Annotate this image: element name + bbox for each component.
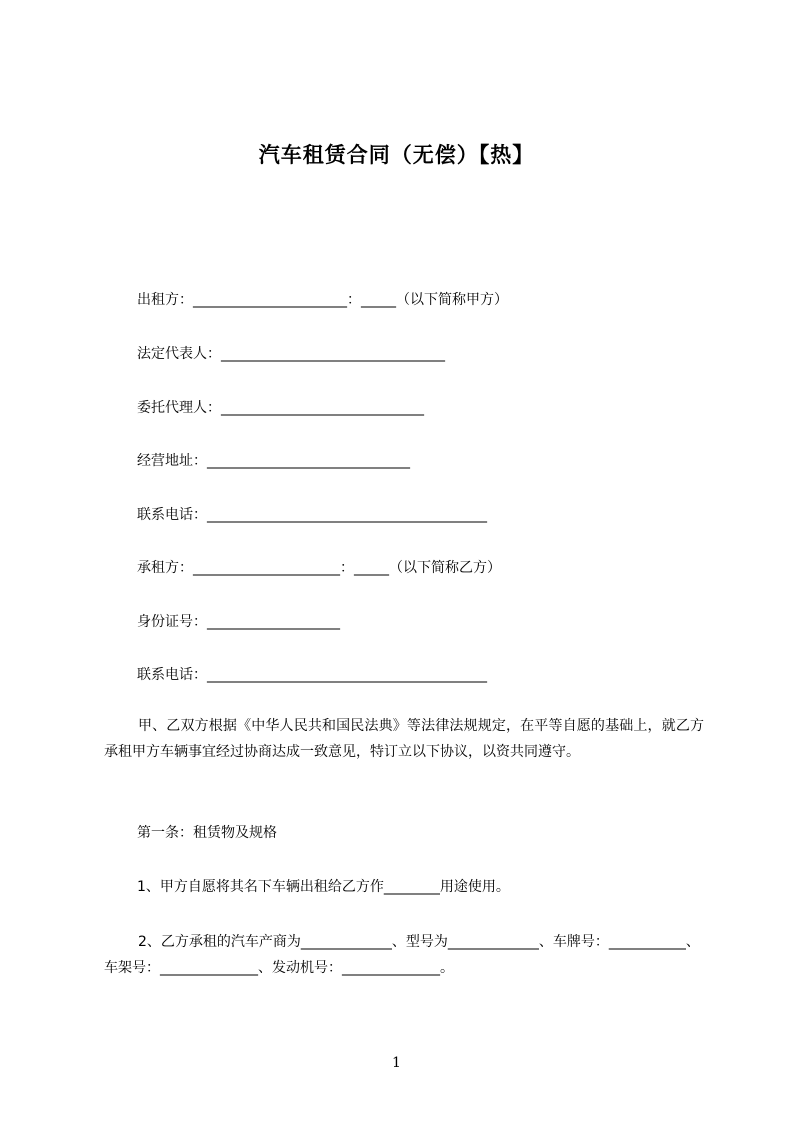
lessee-phone-line: 联系电话：________________________________________ xyxy=(137,667,487,683)
agent-line: 委托代理人：_____________________________ xyxy=(137,400,424,416)
document-title: 汽车租赁合同（无偿）【热】 xyxy=(258,143,535,167)
lessor-phone-line: 联系电话：________________________________________ xyxy=(137,507,487,523)
lessee-line: 承租方：_____________________：_____（以下简称乙方） xyxy=(137,560,501,576)
intro-paragraph: 甲、乙双方根据《中华人民共和国民法典》等法律法规规定，在平等自愿的基础上，就乙方承租甲方车辆事宜经过协商达成一致意见，特订立以下协议，以资共同遵守。 xyxy=(104,718,704,760)
page-number: 1 xyxy=(392,1055,401,1071)
article-1-heading: 第一条：租赁物及规格 xyxy=(137,825,277,841)
legal-representative-line: 法定代表人：________________________________ xyxy=(137,346,445,362)
clause-1: 1、甲方自愿将其名下车辆出租给乙方作________用途使用。 xyxy=(137,879,510,895)
lessor-line: 出租方：______________________：_____（以下简称甲方） xyxy=(137,292,508,308)
clause-2: 2、乙方承租的汽车产商为_____________、型号为_____________、车牌号：___________、车架号：______________、发动机号：______________。 xyxy=(104,934,700,976)
id-number-line: 身份证号：___________________ xyxy=(137,614,340,630)
business-address-line: 经营地址：_____________________________ xyxy=(137,453,410,469)
